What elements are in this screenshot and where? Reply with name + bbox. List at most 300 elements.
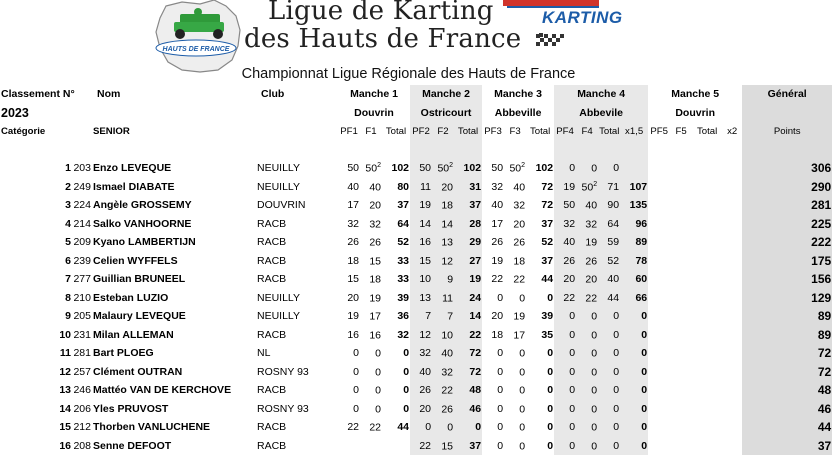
club-name: DOUVRIN [256, 196, 338, 215]
m1-f: 17 [360, 307, 382, 326]
m5-pf [648, 381, 670, 400]
kart-number: 231 [72, 326, 92, 345]
m5-pf [648, 344, 670, 363]
m5-pf [648, 215, 670, 234]
m3-f: 32 [504, 196, 526, 215]
club-name: NEUILLY [256, 307, 338, 326]
driver-name: Clément OUTRAN [92, 363, 256, 382]
m4-f: 0 [576, 418, 598, 437]
m4-total: 0 [598, 400, 620, 419]
m4-total: 52 [598, 252, 620, 271]
manche-3-location: Abbeville [482, 104, 554, 123]
m4-f: 0 [576, 437, 598, 455]
m1-total: 0 [382, 381, 410, 400]
general-points: 225 [742, 215, 832, 234]
driver-name: Guillian BRUNEEL [92, 270, 256, 289]
m5-pf [648, 233, 670, 252]
m4-x15 [620, 159, 648, 178]
m2-pf: 10 [410, 270, 432, 289]
m5-x2 [722, 270, 742, 289]
m2-f: 7 [432, 307, 454, 326]
position: 9 [0, 307, 72, 326]
general-label: Général [742, 85, 832, 104]
m4-x15: 89 [620, 233, 648, 252]
m5-total [692, 418, 722, 437]
m3-f: 0 [504, 381, 526, 400]
m2-total: 46 [454, 400, 482, 419]
m4-pf: 20 [554, 270, 576, 289]
m2-total: 72 [454, 363, 482, 382]
m1-pf: 17 [338, 196, 360, 215]
club-name: RACB [256, 381, 338, 400]
m3-f: 20 [504, 215, 526, 234]
hauts-de-france-map-icon [152, 0, 244, 74]
m1-pf: 22 [338, 418, 360, 437]
m3-f: 0 [504, 363, 526, 382]
m5-f [670, 307, 692, 326]
header-row-3 [0, 122, 832, 141]
position: 4 [0, 215, 72, 234]
m1-f: 20 [360, 196, 382, 215]
m3-pf: 20 [482, 307, 504, 326]
superscript-marker: 2 [521, 162, 525, 169]
col-f1: F1 [360, 122, 382, 141]
table-row [0, 437, 832, 455]
general-points: 306 [742, 159, 832, 178]
m5-f [670, 344, 692, 363]
m2-f: 18 [432, 196, 454, 215]
kart-number: 208 [72, 437, 92, 455]
m3-pf: 50 [482, 159, 504, 178]
driver-name: Salko VANHOORNE [92, 215, 256, 234]
m3-total: 39 [526, 307, 554, 326]
m1-total: 80 [382, 178, 410, 197]
m4-pf: 0 [554, 381, 576, 400]
m5-total [692, 326, 722, 345]
m1-total: 36 [382, 307, 410, 326]
m3-total: 72 [526, 196, 554, 215]
m5-pf [648, 178, 670, 197]
m1-f: 19 [360, 289, 382, 308]
driver-name: Yles PRUVOST [92, 400, 256, 419]
m3-pf: 0 [482, 418, 504, 437]
m1-total: 102 [382, 159, 410, 178]
m4-pf: 0 [554, 418, 576, 437]
m5-total [692, 381, 722, 400]
m3-total: 0 [526, 381, 554, 400]
m5-total [692, 400, 722, 419]
kart-number: 239 [72, 252, 92, 271]
m1-pf: 0 [338, 400, 360, 419]
position: 1 [0, 159, 72, 178]
m1-total: 33 [382, 252, 410, 271]
m2-total: 24 [454, 289, 482, 308]
m5-total [692, 344, 722, 363]
general-points: 37 [742, 437, 832, 455]
m3-total: 44 [526, 270, 554, 289]
m4-total: 0 [598, 381, 620, 400]
m5-x2 [722, 400, 742, 419]
m5-total [692, 215, 722, 234]
col-f4: F4 [576, 122, 598, 141]
m2-pf: 12 [410, 326, 432, 345]
m4-pf: 0 [554, 326, 576, 345]
m1-pf: 18 [338, 252, 360, 271]
general-points: 222 [742, 233, 832, 252]
m3-total: 35 [526, 326, 554, 345]
classement-label: Classement N° [0, 85, 92, 104]
col-total-1: Total [382, 122, 410, 141]
m4-f: 20 [576, 270, 598, 289]
m2-total: 19 [454, 270, 482, 289]
m4-total: 0 [598, 418, 620, 437]
driver-name: Celien WYFFELS [92, 252, 256, 271]
m4-x15: 0 [620, 326, 648, 345]
kart-number: 249 [72, 178, 92, 197]
m2-total: 31 [454, 178, 482, 197]
m2-total: 48 [454, 381, 482, 400]
driver-name: Enzo LEVEQUE [92, 159, 256, 178]
manche-4-location: Abbevile [554, 104, 648, 123]
m5-x2 [722, 252, 742, 271]
m2-f: 15 [432, 437, 454, 455]
m1-total: 33 [382, 270, 410, 289]
m5-pf [648, 326, 670, 345]
m5-x2 [722, 289, 742, 308]
m5-f [670, 381, 692, 400]
m2-f: 10 [432, 326, 454, 345]
col-pf5: PF5 [648, 122, 670, 141]
m5-pf [648, 307, 670, 326]
m2-pf: 19 [410, 196, 432, 215]
m5-pf [648, 418, 670, 437]
m2-f: $50^2$ [432, 159, 454, 178]
m1-pf: 19 [338, 307, 360, 326]
m4-total: 40 [598, 270, 620, 289]
driver-name: Malaury LEVEQUE [92, 307, 256, 326]
m3-pf: 19 [482, 252, 504, 271]
m4-x15: 107 [620, 178, 648, 197]
m5-x2 [722, 437, 742, 455]
m1-total: 37 [382, 196, 410, 215]
m2-pf: 15 [410, 252, 432, 271]
position: 6 [0, 252, 72, 271]
col-total-5: Total [692, 122, 722, 141]
m3-f: 22 [504, 270, 526, 289]
m5-total [692, 307, 722, 326]
m5-f [670, 252, 692, 271]
m2-total: 22 [454, 326, 482, 345]
m3-f: 26 [504, 233, 526, 252]
general-points: 281 [742, 196, 832, 215]
general-points: 156 [742, 270, 832, 289]
general-points: 72 [742, 344, 832, 363]
m5-f [670, 215, 692, 234]
m4-x15: 0 [620, 307, 648, 326]
m2-total: 0 [454, 418, 482, 437]
m2-pf: 14 [410, 215, 432, 234]
driver-name: Angèle GROSSEMY [92, 196, 256, 215]
manche-5-label: Manche 5 [648, 85, 742, 104]
points-label: Points [742, 122, 832, 141]
m4-pf: 50 [554, 196, 576, 215]
m2-pf: 16 [410, 233, 432, 252]
m1-f: 22 [360, 418, 382, 437]
nom-label: Nom [92, 85, 256, 104]
m2-pf: 50 [410, 159, 432, 178]
m3-pf: 0 [482, 437, 504, 455]
category-value: SENIOR [92, 122, 256, 141]
m1-pf: 26 [338, 233, 360, 252]
m1-pf: 16 [338, 326, 360, 345]
general-points: 89 [742, 307, 832, 326]
kart-number: 203 [72, 159, 92, 178]
m5-pf [648, 363, 670, 382]
m4-f: $50^2$ [576, 178, 598, 197]
m3-f: 40 [504, 178, 526, 197]
m1-total: 0 [382, 363, 410, 382]
m5-x2 [722, 326, 742, 345]
col-x2: x2 [722, 122, 742, 141]
position: 8 [0, 289, 72, 308]
m3-pf: 0 [482, 400, 504, 419]
m4-total: 0 [598, 159, 620, 178]
m4-f: 22 [576, 289, 598, 308]
m3-f: 17 [504, 326, 526, 345]
m5-x2 [722, 307, 742, 326]
m2-pf: 32 [410, 344, 432, 363]
m5-f [670, 196, 692, 215]
m4-pf: 22 [554, 289, 576, 308]
m1-f: $50^2$ [360, 159, 382, 178]
m4-x15: 0 [620, 437, 648, 455]
m2-f: 13 [432, 233, 454, 252]
m4-f: 0 [576, 400, 598, 419]
manche-1-label: Manche 1 [338, 85, 410, 104]
m2-total: 72 [454, 344, 482, 363]
col-f2: F2 [432, 122, 454, 141]
m3-total: 0 [526, 400, 554, 419]
m3-pf: 22 [482, 270, 504, 289]
m3-total: 0 [526, 437, 554, 455]
m5-f [670, 418, 692, 437]
driver-name: Ismael DIABATE [92, 178, 256, 197]
m2-pf: 40 [410, 363, 432, 382]
m5-x2 [722, 159, 742, 178]
m5-pf [648, 400, 670, 419]
club-name: RACB [256, 326, 338, 345]
m1-pf: 0 [338, 363, 360, 382]
position: 5 [0, 233, 72, 252]
col-pf2: PF2 [410, 122, 432, 141]
m5-f [670, 326, 692, 345]
subtitle-text: Championnat Ligue Régionale des Hauts de France [242, 66, 576, 82]
m1-total: 39 [382, 289, 410, 308]
m5-x2 [722, 344, 742, 363]
kart-number: 281 [72, 344, 92, 363]
m4-total: 0 [598, 326, 620, 345]
m2-pf: 7 [410, 307, 432, 326]
m4-total: 64 [598, 215, 620, 234]
m5-f [670, 159, 692, 178]
m3-f: 0 [504, 418, 526, 437]
m3-total: 0 [526, 363, 554, 382]
m4-x15: 78 [620, 252, 648, 271]
m2-pf: 13 [410, 289, 432, 308]
table-row [0, 418, 832, 437]
club-name: NEUILLY [256, 159, 338, 178]
m5-f [670, 178, 692, 197]
m2-f: 12 [432, 252, 454, 271]
m4-f: 0 [576, 344, 598, 363]
m5-f [670, 400, 692, 419]
m4-f: 32 [576, 215, 598, 234]
m5-total [692, 437, 722, 455]
club-name: RACB [256, 215, 338, 234]
m5-pf [648, 289, 670, 308]
header-row-1 [0, 85, 832, 104]
m5-pf [648, 437, 670, 455]
championship-subtitle [0, 66, 800, 82]
m1-pf: 32 [338, 215, 360, 234]
club-name: NL [256, 344, 338, 363]
m1-f: 40 [360, 178, 382, 197]
position: 13 [0, 381, 72, 400]
m4-x15: 0 [620, 400, 648, 419]
kart-number: 277 [72, 270, 92, 289]
m2-pf: 20 [410, 400, 432, 419]
m5-f [670, 233, 692, 252]
m2-total: 29 [454, 233, 482, 252]
m4-f: 19 [576, 233, 598, 252]
col-f3: F3 [504, 122, 526, 141]
m2-f: 20 [432, 178, 454, 197]
m4-total: 90 [598, 196, 620, 215]
club-name: NEUILLY [256, 289, 338, 308]
club-name: ROSNY 93 [256, 400, 338, 419]
col-total-4: Total [598, 122, 620, 141]
driver-name: Kyano LAMBERTIJN [92, 233, 256, 252]
col-total-3: Total [526, 122, 554, 141]
m4-x15: 135 [620, 196, 648, 215]
m1-f: 18 [360, 270, 382, 289]
m4-pf: 0 [554, 159, 576, 178]
m2-total: 27 [454, 252, 482, 271]
m5-total [692, 233, 722, 252]
m1-f: 0 [360, 363, 382, 382]
m3-pf: 32 [482, 178, 504, 197]
table-row [0, 159, 832, 178]
m3-pf: 26 [482, 233, 504, 252]
m1-pf: 20 [338, 289, 360, 308]
m1-total [382, 437, 410, 455]
col-pf3: PF3 [482, 122, 504, 141]
col-total-2: Total [454, 122, 482, 141]
m5-x2 [722, 233, 742, 252]
kart-number: 210 [72, 289, 92, 308]
m4-total: 0 [598, 307, 620, 326]
m2-pf: 11 [410, 178, 432, 197]
kart-number: 214 [72, 215, 92, 234]
m4-f: 0 [576, 381, 598, 400]
m1-total: 0 [382, 400, 410, 419]
title-line-2: des Hauts de France [244, 24, 521, 54]
m1-f [360, 437, 382, 455]
m5-x2 [722, 381, 742, 400]
m4-total: 0 [598, 344, 620, 363]
m4-f: 0 [576, 307, 598, 326]
m3-pf: 0 [482, 289, 504, 308]
general-points: 46 [742, 400, 832, 419]
m5-pf [648, 159, 670, 178]
table-row [0, 344, 832, 363]
kart-number: 212 [72, 418, 92, 437]
m5-pf [648, 196, 670, 215]
m4-f: 40 [576, 196, 598, 215]
table-row [0, 307, 832, 326]
m1-pf: 15 [338, 270, 360, 289]
general-points: 44 [742, 418, 832, 437]
m4-pf: 0 [554, 400, 576, 419]
manche-2-label: Manche 2 [410, 85, 482, 104]
table-row [0, 233, 832, 252]
club-name: ROSNY 93 [256, 363, 338, 382]
col-pf4: PF4 [554, 122, 576, 141]
m2-f: 9 [432, 270, 454, 289]
driver-name: Bart PLOEG [92, 344, 256, 363]
m3-pf: 0 [482, 363, 504, 382]
m4-pf: 0 [554, 363, 576, 382]
m2-f: 32 [432, 363, 454, 382]
title-line-1: Ligue de Karting [268, 0, 494, 26]
general-points: 290 [742, 178, 832, 197]
m5-total [692, 289, 722, 308]
m1-total: 32 [382, 326, 410, 345]
m5-total [692, 159, 722, 178]
m5-x2 [722, 178, 742, 197]
general-points: 89 [742, 326, 832, 345]
kart-number: 246 [72, 381, 92, 400]
m4-f: 26 [576, 252, 598, 271]
m4-pf: 0 [554, 307, 576, 326]
m3-pf: 40 [482, 196, 504, 215]
m1-f: 16 [360, 326, 382, 345]
general-points: 175 [742, 252, 832, 271]
m4-f: 0 [576, 326, 598, 345]
m5-x2 [722, 196, 742, 215]
m3-f: 19 [504, 307, 526, 326]
manche-3-label: Manche 3 [482, 85, 554, 104]
m2-f: 0 [432, 418, 454, 437]
m3-pf: 17 [482, 215, 504, 234]
club-name: RACB [256, 252, 338, 271]
manche-5-location: Douvrin [648, 104, 742, 123]
m2-total: 102 [454, 159, 482, 178]
table-row [0, 289, 832, 308]
table-row [0, 215, 832, 234]
table-row [0, 178, 832, 197]
m3-f: 0 [504, 437, 526, 455]
driver-name: Thorben VANLUCHENE [92, 418, 256, 437]
m5-f [670, 363, 692, 382]
m5-f [670, 270, 692, 289]
position: 14 [0, 400, 72, 419]
table-row [0, 400, 832, 419]
m4-pf: 19 [554, 178, 576, 197]
position: 10 [0, 326, 72, 345]
m4-total: 0 [598, 437, 620, 455]
m5-f [670, 437, 692, 455]
